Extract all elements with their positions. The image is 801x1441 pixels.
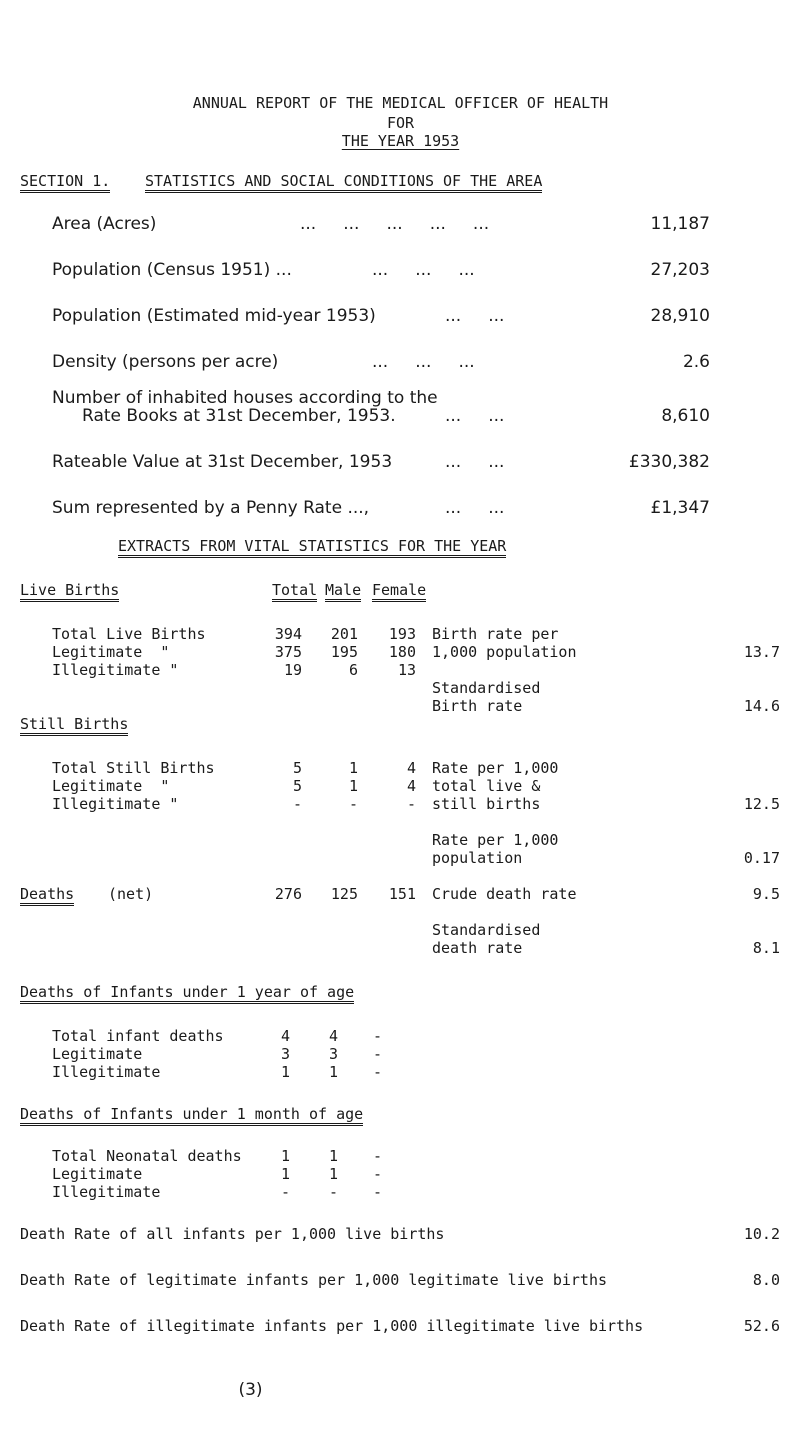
note-value: 14.6	[743, 697, 780, 715]
note-text: Rate per 1,000	[432, 831, 559, 849]
cell-total: -	[292, 795, 302, 813]
cell-female: -	[372, 1027, 382, 1045]
cell-total: 3	[280, 1045, 290, 1063]
stat-label: Number of inhabited houses according to the	[52, 388, 438, 408]
stat-dots: ... ...	[445, 406, 505, 426]
col-total: Total	[272, 581, 317, 599]
stat-value: 27,203	[650, 260, 710, 280]
cell-total: 394	[274, 625, 302, 643]
cell-female: 4	[406, 759, 416, 777]
note-value: 13.7	[743, 643, 780, 661]
note-text: Standardised	[432, 679, 541, 697]
cell-female: -	[372, 1045, 382, 1063]
cell-male: 1	[328, 1165, 338, 1183]
stat-dots: ... ... ... ... ...	[300, 214, 490, 234]
cell-male: 1	[328, 1147, 338, 1165]
table-row-label: Illegitimate "	[52, 795, 179, 813]
stat-value: 8,610	[661, 406, 710, 426]
table-row-label: Total Live Births	[52, 625, 206, 643]
note-text: population	[432, 849, 523, 867]
cell-female: -	[372, 1147, 382, 1165]
cell-male: 1	[328, 1063, 338, 1081]
still-births-heading: Still Births	[20, 715, 128, 733]
table-row-label: Legitimate	[52, 1045, 143, 1063]
stat-label: Sum represented by a Penny Rate ...,	[52, 498, 370, 518]
table-row-label: Legitimate "	[52, 777, 170, 795]
note-text: death rate	[432, 939, 523, 957]
cell-total: 1	[280, 1165, 290, 1183]
report-title-for: FOR	[386, 114, 415, 132]
table-row-label: Legitimate "	[52, 643, 170, 661]
rate-value: 10.2	[743, 1225, 780, 1243]
note-text: 1,000 population	[432, 643, 577, 661]
page-number: (3)	[238, 1380, 263, 1400]
stat-label: Population (Census 1951) ...	[52, 260, 292, 280]
live-births-heading: Live Births	[20, 581, 119, 599]
stat-value: £1,347	[650, 498, 710, 518]
stat-value: £330,382	[628, 452, 710, 472]
note-value: 12.5	[743, 795, 780, 813]
stat-dots: ... ... ...	[372, 352, 475, 372]
cell-male: 125	[330, 885, 358, 903]
col-female: Female	[372, 581, 426, 599]
note-value: 9.5	[752, 885, 780, 903]
cell-female: 4	[406, 777, 416, 795]
section-number: SECTION 1.	[20, 172, 110, 190]
table-row-label: Total infant deaths	[52, 1027, 224, 1045]
stat-value: 28,910	[650, 306, 710, 326]
infant-deaths-heading: Deaths of Infants under 1 year of age	[20, 983, 354, 1001]
rate-value: 52.6	[743, 1317, 780, 1335]
deaths-heading: Deaths	[20, 885, 74, 903]
stat-dots: ... ...	[445, 306, 505, 326]
cell-male: 195	[330, 643, 358, 661]
cell-male: -	[348, 795, 358, 813]
cell-female: 13	[397, 661, 416, 679]
cell-total: 5	[292, 759, 302, 777]
col-male: Male	[325, 581, 361, 599]
note-text: Rate per 1,000	[432, 759, 559, 777]
table-row-label: Total Neonatal deaths	[52, 1147, 242, 1165]
cell-female: -	[372, 1063, 382, 1081]
cell-male: 201	[330, 625, 358, 643]
cell-female: -	[406, 795, 416, 813]
cell-total: 375	[274, 643, 302, 661]
cell-male: 1	[348, 759, 358, 777]
rate-label: Death Rate of illegitimate infants per 1,000 illegitimate live births	[20, 1317, 644, 1335]
cell-female: 180	[388, 643, 416, 661]
deaths-qualifier: (net)	[108, 885, 154, 903]
note-text: total live &	[432, 777, 541, 795]
stat-dots: ... ... ...	[372, 260, 475, 280]
cell-female: 193	[388, 625, 416, 643]
cell-total: -	[280, 1183, 290, 1201]
neonatal-deaths-heading: Deaths of Infants under 1 month of age	[20, 1105, 363, 1123]
stat-dots: ... ...	[445, 498, 505, 518]
rate-value: 8.0	[752, 1271, 780, 1289]
stat-dots: ... ...	[445, 452, 505, 472]
stat-label: Area (Acres)	[52, 214, 157, 234]
note-text: Birth rate per	[432, 625, 559, 643]
note-value: 8.1	[752, 939, 780, 957]
section-title: STATISTICS AND SOCIAL CONDITIONS OF THE AREA	[145, 172, 542, 190]
cell-total: 5	[292, 777, 302, 795]
table-row-label: Illegitimate "	[52, 661, 179, 679]
table-row-label: Illegitimate	[52, 1183, 161, 1201]
cell-total: 276	[274, 885, 302, 903]
stat-label-cont: Rate Books at 31st December, 1953.	[82, 406, 396, 426]
stat-label: Population (Estimated mid-year 1953)	[52, 306, 376, 326]
stat-label: Density (persons per acre)	[52, 352, 279, 372]
note-text: still births	[432, 795, 541, 813]
cell-female: 151	[388, 885, 416, 903]
cell-male: -	[328, 1183, 338, 1201]
note-text: Birth rate	[432, 697, 523, 715]
cell-male: 1	[348, 777, 358, 795]
rate-label: Death Rate of legitimate infants per 1,000 legitimate live births	[20, 1271, 607, 1289]
table-row-label: Legitimate	[52, 1165, 143, 1183]
note-text: Crude death rate	[432, 885, 577, 903]
extracts-title: EXTRACTS FROM VITAL STATISTICS FOR THE YEAR	[118, 537, 506, 555]
cell-total: 1	[280, 1063, 290, 1081]
cell-total: 4	[280, 1027, 290, 1045]
cell-female: -	[372, 1165, 382, 1183]
rate-label: Death Rate of all infants per 1,000 live births	[20, 1225, 445, 1243]
cell-total: 19	[283, 661, 302, 679]
stat-value: 2.6	[682, 352, 710, 372]
stat-value: 11,187	[650, 214, 710, 234]
note-value: 0.17	[743, 849, 780, 867]
table-row-label: Total Still Births	[52, 759, 215, 777]
note-text: Standardised	[432, 921, 541, 939]
cell-female: -	[372, 1183, 382, 1201]
table-row-label: Illegitimate	[52, 1063, 161, 1081]
report-year: THE YEAR 1953	[341, 132, 460, 150]
cell-male: 4	[328, 1027, 338, 1045]
stat-label: Rateable Value at 31st December, 1953	[52, 452, 393, 472]
cell-male: 3	[328, 1045, 338, 1063]
report-title: ANNUAL REPORT OF THE MEDICAL OFFICER OF HEALTH	[192, 94, 609, 112]
cell-total: 1	[280, 1147, 290, 1165]
cell-male: 6	[348, 661, 358, 679]
